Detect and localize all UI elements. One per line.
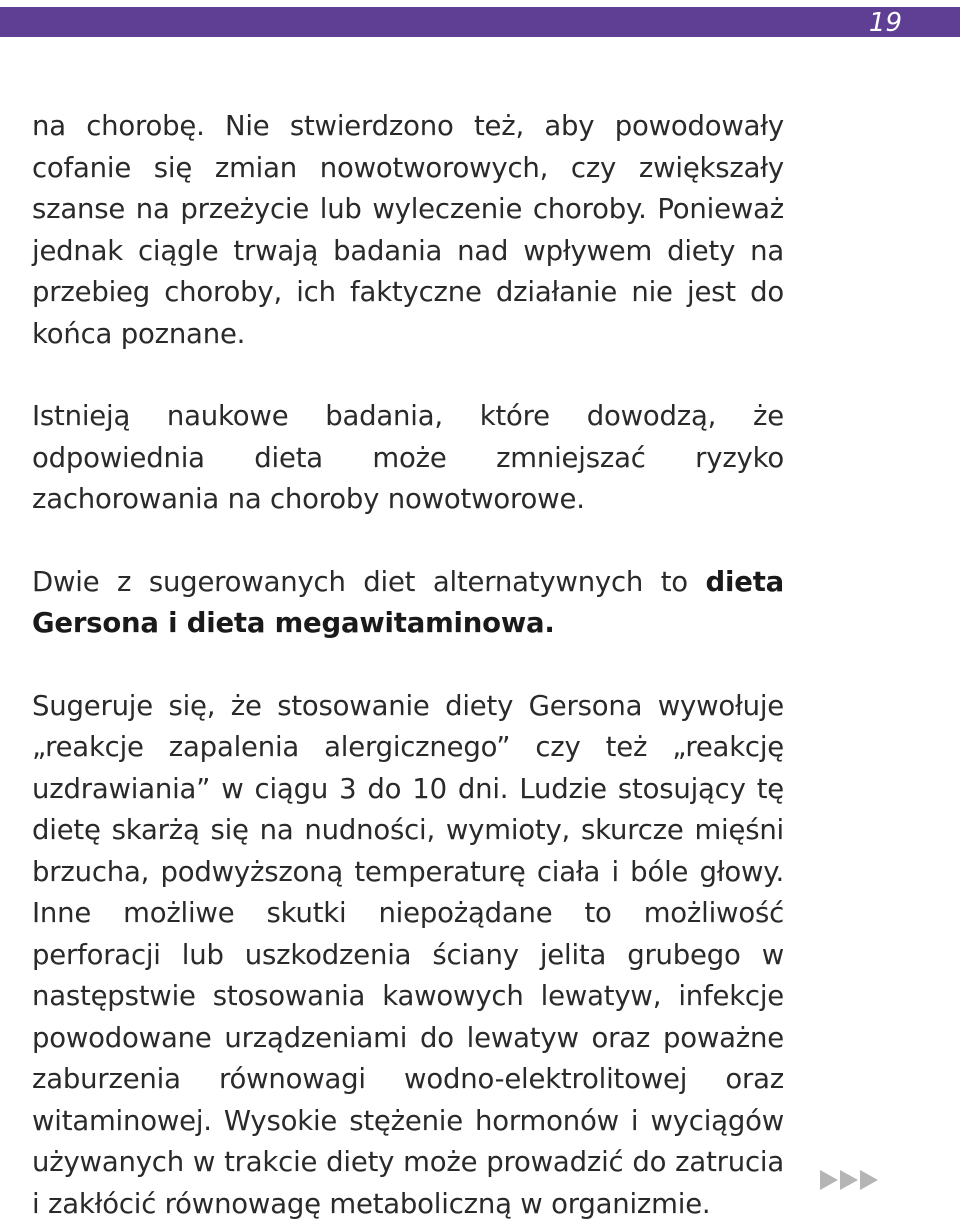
paragraph-3-text: Dwie z sugerowanych diet alternatywnych to <box>32 566 706 598</box>
arrow-right-icon <box>820 1170 838 1190</box>
paragraph-1: na chorobę. Nie stwierdzono też, aby powodowały cofanie się zmian nowotworowych, czy zwiększały szanse na przeżycie lub wyleczenie choroby. Ponieważ jednak ciągle trwają badania nad wpływem diety na przebieg choroby, ich faktyczne działanie nie jest do końca poznane. <box>32 106 784 355</box>
arrow-right-icon <box>840 1170 858 1190</box>
page-content <box>32 106 784 1225</box>
paragraph-4: Sugeruje się, że stosowanie diety Gersona wywołuje „reakcje zapalenia alergicznego” czy też „reakcję uzdrawiania” w ciągu 3 do 10 dni. Ludzie stosujący tę dietę skarżą się na nudności, wymioty, skurcze mięśni brzucha, podwyższoną temperaturę ciała i bóle głowy. Inne możliwe skutki niepożądane to możliwość perforacji lub uszkodzenia ściany jelita grubego w następstwie stosowania kawowych lewatyw, infekcje powodowane urządzeniami do lewatyw oraz poważne zaburzenia równowagi wodno-elektrolitowej oraz witaminowej. Wysokie stężenie hormonów i wyciągów używanych w trakcie diety może prowadzić do zatrucia i zakłócić równowagę metaboliczną w organizmie. <box>32 686 784 1225</box>
paragraph-2: Istnieją naukowe badania, które dowodzą, że odpowiednia dieta może zmniejszać ryzyko zachorowania na choroby nowotworowe. <box>32 396 784 521</box>
paragraph-3-bold: dieta Gersona i dieta megawitaminowa. <box>32 566 784 640</box>
arrow-right-icon <box>860 1170 878 1190</box>
paragraph-3 <box>32 562 784 645</box>
triple-arrow-right-icon[interactable] <box>820 1170 890 1192</box>
header-bar <box>0 7 960 37</box>
page-number: 19 <box>869 7 902 37</box>
